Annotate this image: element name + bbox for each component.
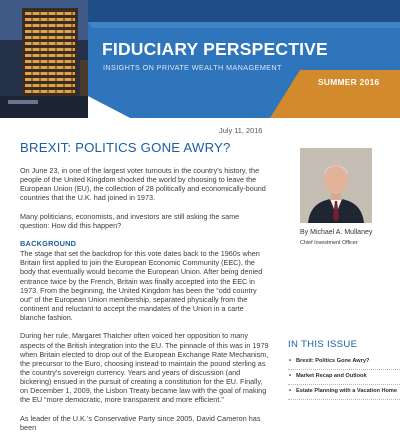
bullet-icon: • <box>289 388 292 394</box>
bullet-icon: • <box>289 373 292 379</box>
article-paragraph: The stage that set the backdrop for this vote dates back to the 1960s when Britain first applied to join the European Economic Community (EEC), the body that eventually would become the European Union. After being denied entrance twice by the French, Britain was finally accepted into the EEC in 1973. From the beginning, the United Kingdom has been the “odd country out” of the European Union membership, separated physically from the continent and reluctant to accept the mandates of the Union in a carte blanche fashion. <box>20 249 263 323</box>
issue-season: SUMMER 2016 <box>318 77 380 87</box>
author-name: By Michael A. Mullaney <box>300 229 373 236</box>
article-paragraph: Many politicians, economists, and investors are still asking the same question: How did this happen? <box>20 211 240 230</box>
section-heading: BACKGROUND <box>20 238 77 248</box>
publication-title: FIDUCIARY PERSPECTIVE <box>102 39 328 59</box>
issue-item-label: Brexit: Politics Gone Awry? <box>296 358 370 364</box>
issue-list <box>288 358 400 403</box>
author-title: Chief Investment Officer <box>300 240 358 246</box>
issue-item-label: Market Recap and Outlook <box>296 373 367 379</box>
article-headline: BREXIT: POLITICS GONE AWRY? <box>20 140 231 155</box>
article-paragraph: During her rule, Margaret Thatcher often voiced her opposition to many aspects of the British integration into the EU. The pinnacle of this was in 1979 when Britain elected to drop out of the European Exchange Rate Mechanism, the precursor to the Euro, choosing instead to maintain the pound sterling as the country’s sovereign currency. Years and years of discussion (and bickering) ensued in the pursuit of creating a constitution for the EU. Finally, on December 1, 2009, the Lisbon Treaty became law with the goal of making the EU “more democratic, more transparent and more efficient.” <box>20 331 269 405</box>
issue-item[interactable] <box>288 373 400 388</box>
article-paragraph: On June 23, in one of the largest voter turnouts in the country’s history, the people of the United Kingdom shocked the world by choosing to leave the European Union (EU), the collection of 28 politically and economically-bound countries that the U.K. had joined in 1973. <box>20 166 266 203</box>
publication-subtitle: INSIGHTS ON PRIVATE WEALTH MANAGEMENT <box>103 63 282 72</box>
author-photo <box>300 148 372 223</box>
in-this-issue-heading: IN THIS ISSUE <box>288 339 358 350</box>
issue-item[interactable] <box>288 358 400 373</box>
article-date: July 11, 2016 <box>219 126 263 135</box>
bullet-icon: • <box>289 358 292 364</box>
issue-item-label: Estate Planning with a Vacation Home <box>296 388 398 394</box>
article-body <box>20 166 270 441</box>
header-banner <box>0 0 400 118</box>
issue-item[interactable] <box>288 388 400 403</box>
article-paragraph: As leader of the U.K.’s Conservative Party since 2005, David Cameron has been <box>20 413 261 432</box>
